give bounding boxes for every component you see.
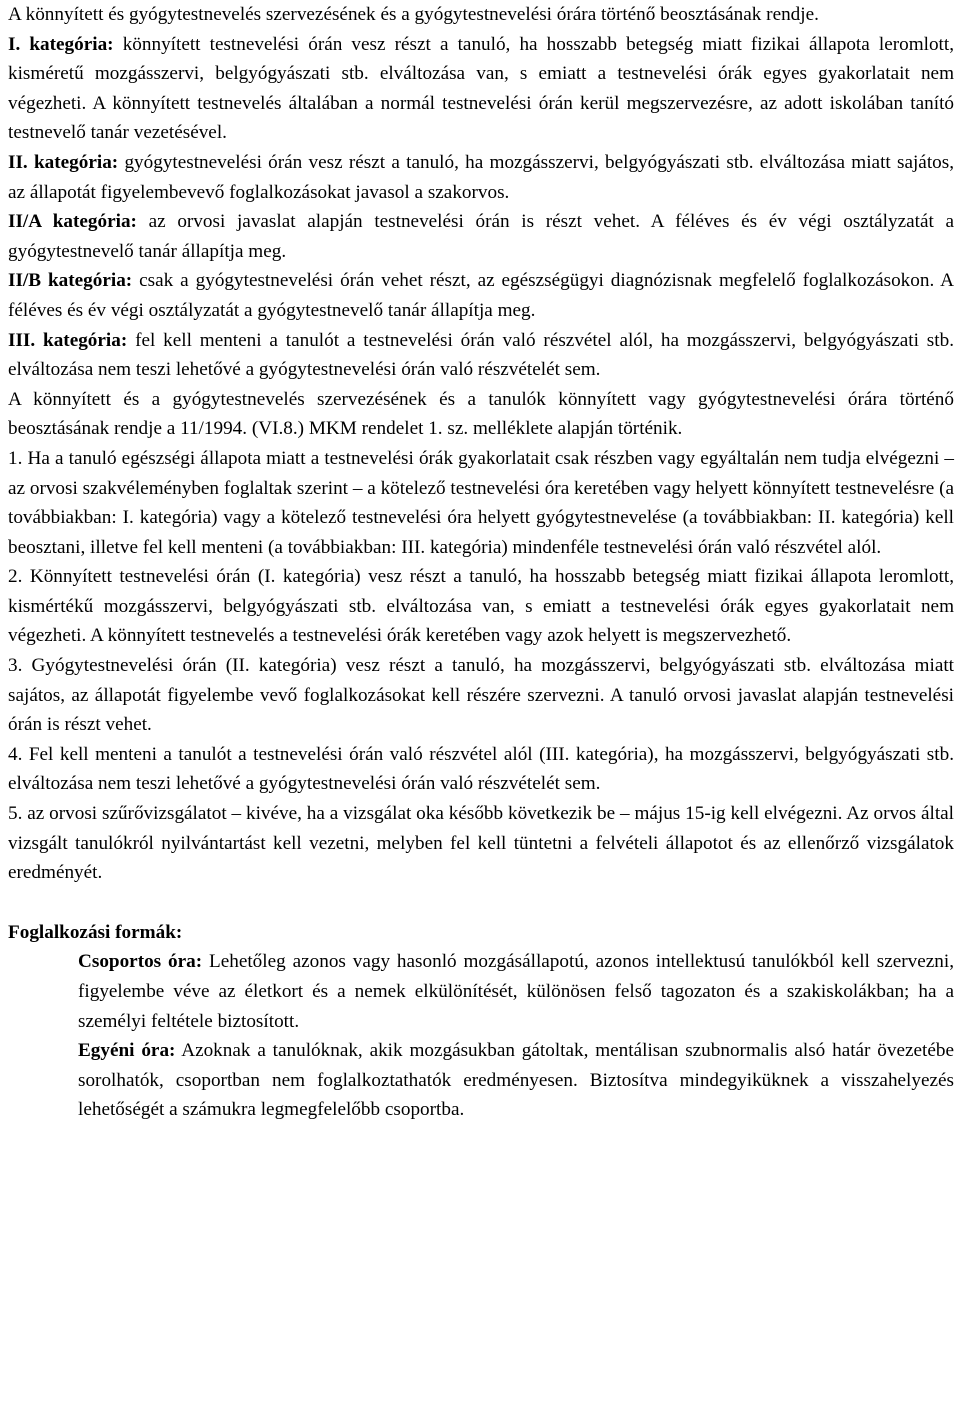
forms-heading (8, 918, 954, 948)
category-2b-paragraph (8, 266, 954, 325)
category-1-text: könnyített testnevelési órán vesz részt a tanuló, ha hosszabb betegség miatt fizikai állapota leromlott, kisméretű mozgásszervi, belgyógyászati stb. elváltozása van, s emiatt a testnevelési órák egyes gyakorlatait nem végezheti. A könnyített testnevelés általában a normál testnevelési órán kerül megszervezésre, az adott iskolában tanító testnevelő tanár vezetésével. (8, 33, 955, 144)
category-1-label: I. kategória: (8, 33, 114, 55)
category-2b-label: II/B kategória: (8, 270, 133, 292)
category-2-label: II. kategória: (8, 151, 119, 173)
group-session-paragraph (78, 947, 954, 1036)
document-body (8, 0, 954, 1125)
individual-session-label: Egyéni óra: (78, 1040, 176, 1062)
category-2a-paragraph (8, 207, 954, 266)
point-2: 2. Könnyített testnevelési órán (I. kategória) vesz részt a tanuló, ha hosszabb betegség miatt fizikai állapota leromlott, kismértékű mozgásszervi, belgyógyászati stb. elváltozása van, s emiatt a testnevelési órák egyes gyakorlatait nem végezheti. A könnyített testnevelés a testnevelési órák keretében vagy azok helyett is megszervezhető. (8, 566, 954, 647)
individual-session-text: Azoknak a tanulóknak, akik mozgásukban gátoltak, mentálisan szubnormalis alsó határ övezetébe sorolhatók, csoportban nem foglalkoztathatók eredményesen. Biztosítva mindegyiküknek a visszahelyezés lehetőségét a számukra legmegfelelőbb csoportba. (78, 1040, 954, 1121)
category-2-paragraph (8, 148, 954, 207)
individual-session-paragraph (78, 1036, 954, 1125)
point-5: 5. az orvosi szűrővizsgálatot – kivéve, ha a vizsgálat oka később következik be – május 15-ig kell elvégezni. Az orvos által vizsgált tanulókról nyilvántartást kell vezetni, melyben fel kell tüntetni a felvételi állapotot és az ellenőrző vizsgálatok eredményét. (8, 803, 954, 884)
category-2a-label: II/A kategória: (8, 211, 137, 233)
point-3: 3. Gyógytestnevelési órán (II. kategória) vesz részt a tanuló, ha mozgásszervi, belgyógyászati stb. elváltozása miatt sajátos, az állapotát figyelembe vevő foglalkozásokat kell részére szervezni. A tanuló orvosi javaslat alapján testnevelési órán is részt vehet. (8, 655, 954, 736)
point-4: 4. Fel kell menteni a tanulót a testnevelési órán való részvétel alól (III. kategória), ha mozgásszervi, belgyógyászati stb. elváltozása nem teszi lehetővé a gyógytestnevelési órán való részvételét sem. (8, 743, 954, 795)
intro-paragraph: A könnyített és gyógytestnevelés szervezésének és a gyógytestnevelési órára történő beosztásának rendje. (8, 4, 819, 25)
decree-paragraph: A könnyített és a gyógytestnevelés szervezésének és a tanulók könnyített vagy gyógytestnevelési órára történő beosztásának rendje a 11/1994. (VI.8.) MKM rendelet 1. sz. melléklete alapján történik. (8, 388, 954, 440)
group-session-label: Csoportos óra: (78, 951, 203, 973)
category-1-paragraph (8, 30, 954, 148)
category-3-paragraph (8, 326, 954, 385)
category-2b-text: csak a gyógytestnevelési órán vehet részt, az egészségügyi diagnózisnak megfelelő foglalkozásokon. A féléves és év végi osztályzatát a gyógytestnevelő tanár állapítja meg. (8, 270, 954, 321)
category-3-label: III. kategória: (8, 329, 128, 351)
category-2-text: gyógytestnevelési órán vesz részt a tanuló, ha mozgásszervi, belgyógyászati stb. elváltozása miatt sajátos, az állapotát figyelembevevő foglalkozásokat javasol a szakorvos. (8, 151, 955, 203)
category-3-text: fel kell menteni a tanulót a testnevelési órán való részvétel alól, ha mozgásszervi, belgyógyászati stb. elváltozása nem teszi lehetővé a gyógytestnevelési órán való részvételét sem. (8, 329, 954, 381)
group-session-text: Lehetőleg azonos vagy hasonló mozgásállapotú, azonos intellektusú tanulókból kell szervezni, figyelembe véve az életkort és a nemek elkülönítését, különösen felső tagozaton és a szakiskolákban; ha a személyi feltétele biztosított. (78, 951, 954, 1032)
category-2a-text: az orvosi javaslat alapján testnevelési órán is részt vehet. A féléves és év végi osztályzatát a gyógytestnevelő tanár állapítja meg. (8, 211, 954, 262)
forms-heading-label: Foglalkozási formák: (8, 921, 183, 943)
point-1: 1. Ha a tanuló egészségi állapota miatt a testnevelési órák gyakorlatait csak részben vagy egyáltalán nem tudja elvégezni – az orvosi szakvéleményben foglaltak szerint – a kötelező testnevelési óra keretében vagy helyett könnyített testnevelésre (a továbbiakban: I. kategória) vagy a kötelező testnevelési óra helyett gyógytestnevelése (a továbbiakban: II. kategória) kell beosztani, illetve fel kell menteni (a továbbiakban: III. kategória) mindenféle testnevelési órán való részvétel alól. (8, 447, 954, 558)
